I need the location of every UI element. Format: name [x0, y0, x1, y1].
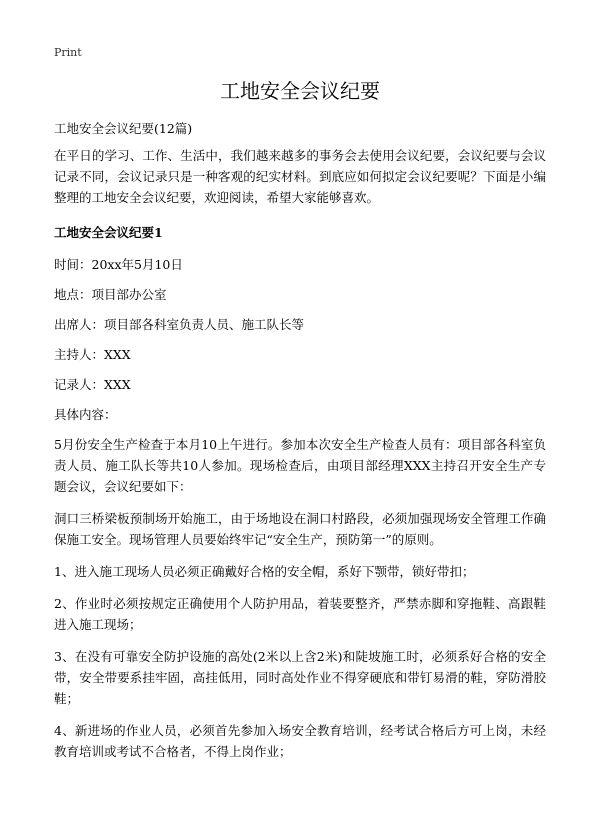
print-link[interactable]: Print: [54, 46, 82, 59]
page-title: 工地安全会议纪要: [220, 79, 380, 103]
document-subtitle: 工地安全会议纪要(12篇): [54, 121, 193, 136]
meeting-host: 主持人：XXX: [54, 347, 131, 362]
meeting-attendees: 出席人：项目部各科室负责人员、施工队长等: [54, 317, 305, 332]
meeting-recorder: 记录人：XXX: [54, 377, 131, 392]
content-label: 具体内容：: [54, 407, 117, 422]
rule-item: 3、在没有可靠安全防护设施的高处(2米以上含2米)和陡坡施工时，必须系好合格的安全带，安全带要系挂牢固，高挂低用，同时高处作业不得穿硬底和带钉易滑的鞋，穿防滑胶鞋；: [54, 649, 546, 706]
document-body: [54, 118, 546, 773]
body-paragraph: 5月份安全生产检查于本月10上午进行。参加本次安全生产检查人员有：项目部各科室负责人员、施工队长等共10人参加。现场检查后，由项目部经理XXX主持召开安全生产专题会议，会议纪要如下：: [54, 437, 546, 494]
body-paragraph: 洞口三桥梁板预制场开始施工，由于场地设在洞口村路段，必须加强现场安全管理工作确保施工安全。现场管理人员要始终牢记“安全生产，预防第一”的原则。: [54, 511, 546, 547]
meeting-location: 地点：项目部办公室: [54, 287, 167, 302]
section-heading: 工地安全会议纪要1: [54, 225, 163, 240]
meeting-time: 时间：20xx年5月10日: [54, 257, 183, 272]
rule-item: 4、新进场的作业人员，必须首先参加入场安全教育培训，经考试合格后方可上岗，未经教育培训或考试不合格者，不得上岗作业；: [54, 723, 546, 759]
intro-paragraph: 在平日的学习、工作、生活中，我们越来越多的事务会去使用会议纪要，会议纪要与会议记录不同，会议记录只是一种客观的纪实材料。到底应如何拟定会议纪要呢？下面是小编整理的工地安全会议纪要，欢迎阅读，希望大家能够喜欢。: [54, 148, 546, 205]
rule-item: 1、进入施工现场人员必须正确戴好合格的安全帽，系好下颚带，锁好带扣；: [54, 564, 475, 579]
rule-item: 2、作业时必须按规定正确使用个人防护用品，着装要整齐，严禁赤脚和穿拖鞋、高跟鞋进入施工现场；: [54, 596, 546, 632]
